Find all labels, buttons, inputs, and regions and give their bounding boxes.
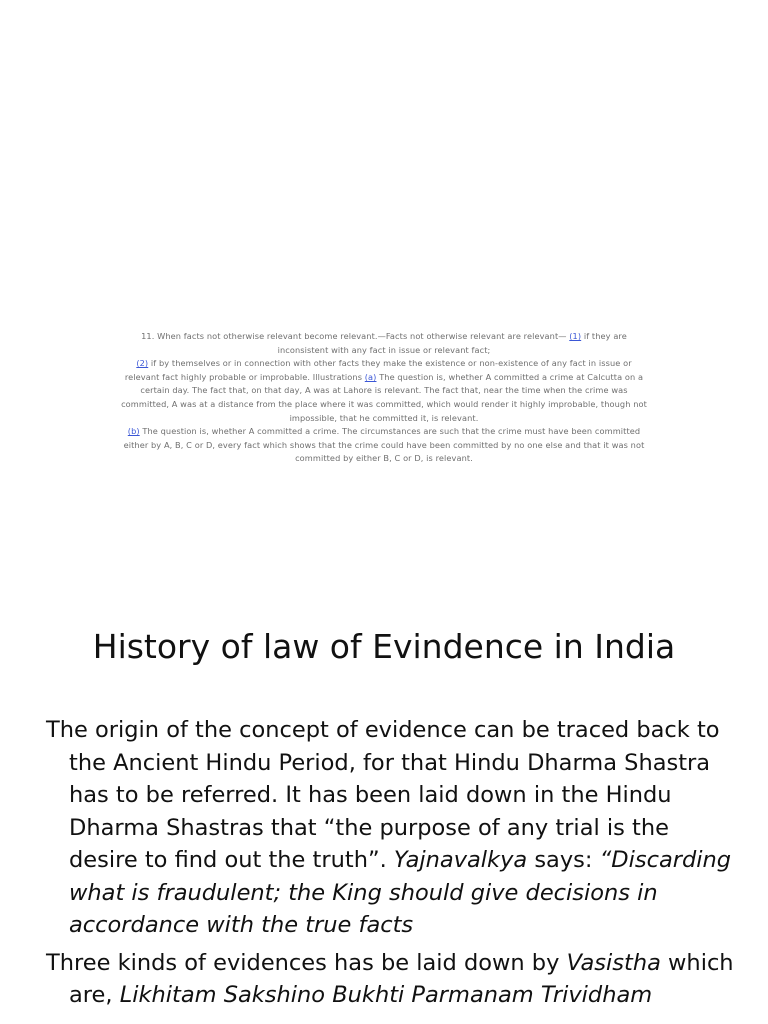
body-text	[46, 714, 736, 1017]
origin-text: The origin of the concept of evidence can be traced back to the Ancient Hindu Period, for that Hindu Dharma Shastra has to be referred. It has been laid down in the Hindu Dharma Shastras that “the purpose of any trial is the desire to find out the truth”.	[46, 717, 720, 873]
section-11-note	[118, 330, 650, 466]
illustration-a-text: The question is, whether A committed a crime at Calcutta on a certain day. The fact that, on that day, A was at Lahore is relevant. The fact that, near the time when the crime was committed, A was at a distance from the place where it was committed, which would render it highly improbable, though not impossible, that he committed it, is relevant.	[121, 371, 647, 423]
note-intro: 11. When facts not otherwise relevant become relevant.—Facts not otherwise relevant are relevant—	[141, 331, 567, 341]
which-are-text: which are,	[69, 949, 734, 1008]
note-line-2	[118, 357, 650, 425]
footnote-link-2[interactable]: (2)	[136, 358, 149, 369]
note-line-3	[118, 425, 650, 466]
says-text: says:	[527, 847, 600, 873]
yajnavalkya-quote: “Discarding what is fraudulent; the King should give decisions in accordance with the true facts	[69, 847, 732, 938]
illustration-link-a[interactable]: (a)	[364, 371, 377, 382]
note-clause-1: if they are inconsistent with any fact in issue or relevant fact;	[277, 331, 627, 355]
footnote-link-1[interactable]: (1)	[569, 331, 582, 341]
vasistha-text: Three kinds of evidences has be laid down by	[46, 949, 567, 976]
illustration-b-text: The question is, whether A committed a crime. The circumstances are such that the crime must have been committed either by A, B, C or D, every fact which shows that the crime could have been committed by no one else and that it was not committed by either B, C or D, is relevant.	[123, 426, 645, 464]
paragraph-vasistha	[46, 947, 736, 1012]
evidence-terms: Likhitam Sakshino Bukhti Parmanam Trividham	[119, 982, 653, 1008]
illustration-link-b[interactable]: (b)	[127, 426, 140, 437]
page-title: History of law of Evindence in India	[92, 627, 676, 666]
vasistha-name: Vasistha	[566, 949, 661, 976]
yajnavalkya-name: Yajnavalkya	[393, 847, 528, 873]
note-clause-2: if by themselves or in connection with other facts they make the existence or non-existence of any fact in issue or relevant fact highly probable or improbable. Illustrations	[124, 358, 632, 382]
note-line-1	[118, 330, 650, 357]
paragraph-origin	[46, 714, 736, 942]
